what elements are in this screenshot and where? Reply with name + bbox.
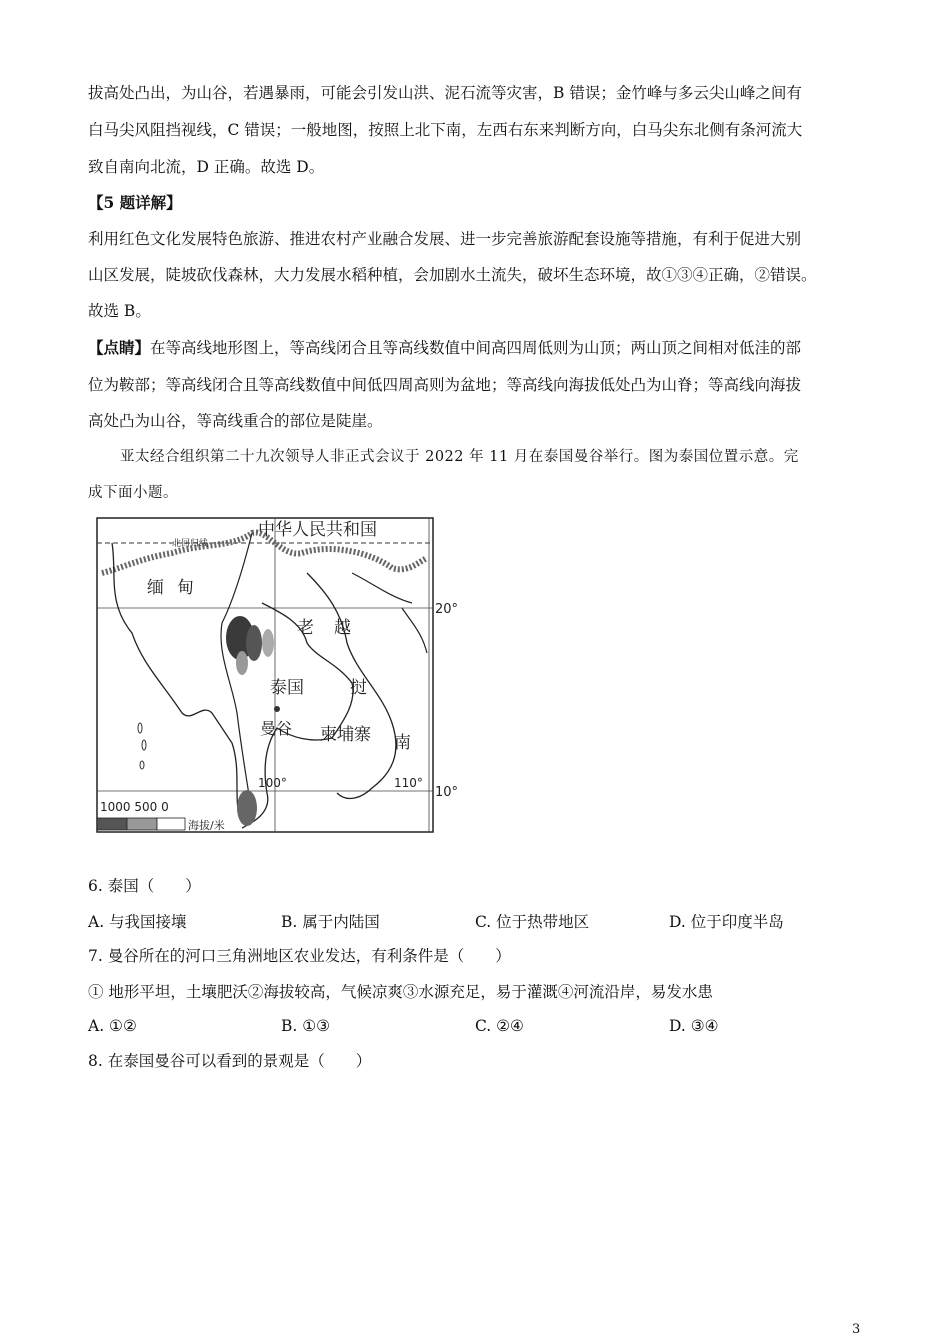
label-lat10: 10° (435, 785, 459, 800)
intro-line-2: 成下面小题。 (88, 485, 178, 501)
q8-stem: 8. 在泰国曼谷可以看到的景观是（ ） (88, 1052, 372, 1070)
legend-high (97, 818, 127, 830)
label-bangkok: 曼谷 (260, 719, 293, 738)
q6-option-b[interactable]: B. 属于内陆国 (281, 913, 380, 931)
prev-explanation-line-1: 拔高处凸出，为山谷，若遇暴雨，可能会引发山洪、泥石流等灾害，B 错误；金竹峰与多云尖山峰之间有 (88, 84, 802, 102)
q6-option-d[interactable]: D. 位于印度半岛 (669, 913, 784, 931)
legend-values: 1000 500 0 (100, 800, 169, 814)
highland-mid-1 (236, 651, 248, 675)
label-china: 中华人民共和国 (258, 520, 377, 540)
q7-option-b[interactable]: B. ①③ (281, 1017, 331, 1035)
thailand-location-map (92, 513, 467, 835)
highland-south (237, 790, 257, 826)
q5-detail-line-3: 故选 B。 (88, 302, 151, 320)
label-cambodia: 柬埔寨 (320, 725, 371, 745)
q5-detail-heading: 【5 题详解】 (88, 193, 182, 212)
label-vietnam-1: 越 (334, 618, 351, 638)
label-myanmar-1: 缅 (147, 578, 164, 598)
dianjing-line-2: 位为鞍部；等高线闭合且等高线数值中间低四周高则为盆地；等高线向海拔低处凸为山脊；等高线向海拔 (88, 376, 802, 394)
prev-explanation-line-3: 致自南向北流，D 正确。故选 D。 (88, 158, 325, 176)
bangkok-point (274, 706, 280, 712)
q7-option-a[interactable]: A. ①② (88, 1017, 137, 1035)
highland-mid-2 (262, 629, 274, 657)
legend-low (157, 818, 185, 830)
q7-stem: 7. 曼谷所在的河口三角洲地区农业发达，有利条件是（ ） (88, 947, 511, 965)
q6-option-c[interactable]: C. 位于热带地区 (475, 913, 590, 931)
highland-dark-2 (246, 625, 262, 661)
label-laos: 老 (297, 618, 314, 638)
page-number: 3 (852, 1322, 861, 1337)
dianjing-line-3: 高处凸为山谷，等高线重合的部位是陡崖。 (88, 412, 383, 430)
dianjing-tag: 【点睛】 (88, 338, 151, 357)
q6-stem: 6. 泰国（ ） (88, 877, 201, 895)
legend-unit: 海拔/米 (188, 819, 225, 832)
label-vietnam-2: 挝 (350, 678, 367, 698)
q5-detail-line-2: 山区发展，陡坡砍伐森林，大力发展水稻种植，会加剧水土流失，破坏生态环境，故①③④正确，②错误。 (88, 266, 817, 284)
legend-mid (127, 818, 157, 830)
prev-explanation-line-2: 白马尖风阻挡视线，C 错误；一般地图，按照上北下南，左西右东来判断方向，白马尖东北侧有条河流大 (88, 121, 803, 139)
q5-detail-line-1: 利用红色文化发展特色旅游、推进农村产业融合发展、进一步完善旅游配套设施等措施，有利于促进大别 (88, 230, 802, 248)
q7-conditions: ① 地形平坦，土壤肥沃②海拔较高，气候凉爽③水源充足，易于灌溉④河流沿岸，易发水患 (88, 983, 713, 1001)
label-lat20: 20° (435, 602, 459, 617)
dianjing-line-1 (88, 338, 801, 358)
dianjing-text-1: 在等高线地形图上，等高线闭合且等高线数值中间高四周低则为山顶；两山顶之间相对低洼的部 (150, 339, 802, 357)
label-thailand: 泰国 (270, 678, 304, 698)
label-vietnam-3: 南 (394, 733, 411, 753)
q7-option-c[interactable]: C. ②④ (475, 1017, 524, 1035)
q7-option-d[interactable]: D. ③④ (669, 1017, 719, 1035)
intro-line-1: 亚太经合组织第二十九次领导人非正式会议于 2022 年 11 月在泰国曼谷举行。图为泰国位置示意。完 (120, 449, 799, 465)
label-lon110: 110° (394, 776, 423, 790)
label-tropic: 北回归线 (172, 539, 209, 549)
q6-option-a[interactable]: A. 与我国接壤 (88, 913, 187, 931)
label-lon100: 100° (258, 776, 287, 790)
label-myanmar-2: 甸 (177, 578, 194, 598)
